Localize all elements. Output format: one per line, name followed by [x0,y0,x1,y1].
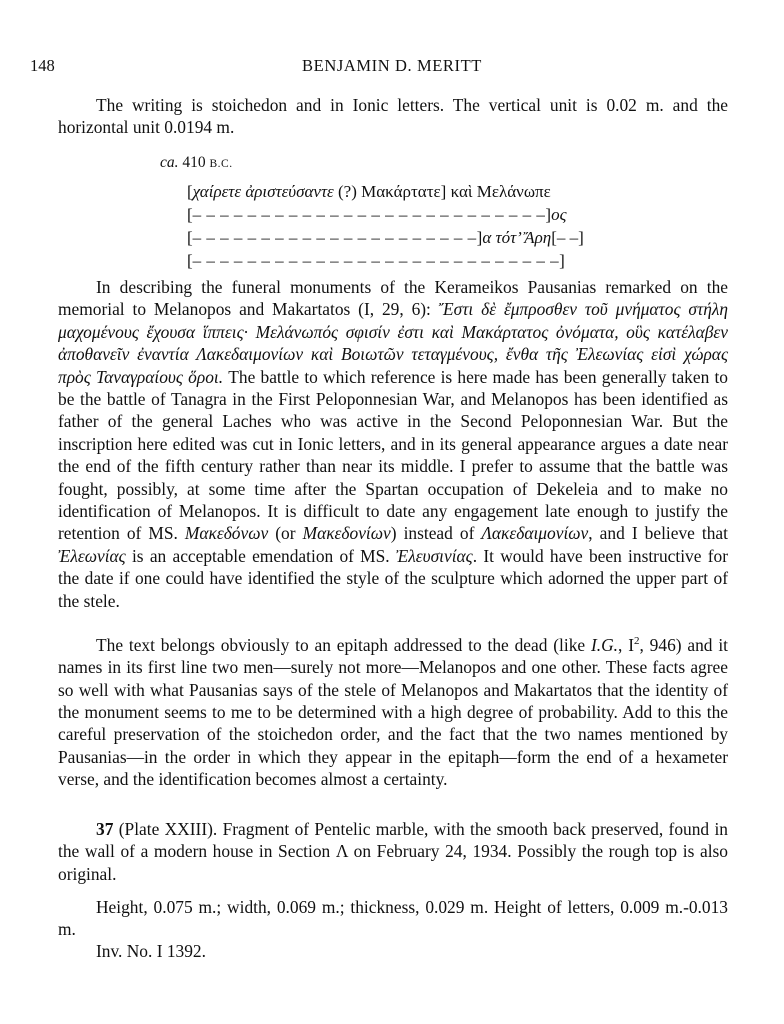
entry-inventory: Inv. No. I 1392. [96,941,206,961]
catalog-entry-37: 37 (Plate XXIII). Fragment of Pentelic marble, with the smooth back preserved, found in the wall of a modern house in Section Λ on February 24, 1934. Possibly the rough top is also original. [58,819,728,884]
inscription-date: ca. 410 B.C. [160,154,233,171]
entry-dimensions: Height, 0.075 m.; width, 0.069 m.; thickness, 0.029 m. Height of letters, 0.009 m.-0.013 m. [58,897,728,940]
header-author: BENJAMIN D. MERITT [302,56,482,75]
commentary-paragraph-2: The text belongs obviously to an epitaph addressed to the dead (like I.G., $I^2$, 946) and it names in its first line two men—surely not more—Melanopos and one other. These facts agree so well with what Pausanias says of the stele of Melanopos and Makartatos that the identity of the monument seems to me to be determined with a high degree of probability. Add to this the careful preservation of the stoichedon order, and the fact that the two names mentioned by Pausanias—in the order in which they appear in the epitaph—form the end of a hexameter verse, and the identification becomes almost a certainty. [58,634,728,790]
intro-paragraph: The writing is stoichedon and in Ionic letters. The vertical unit is 0.02 m. and the horizontal unit 0.0194 m. [58,95,728,138]
entry-number: 37 [96,819,114,839]
commentary-paragraph-1: In describing the funeral monuments of the Kerameikos Pausanias remarked on the memorial to Melanopos and Makartatos (I, 29, 6): Ἔστι δὲ ἔμπροσθεν τοῦ μνήματος στήλη μαχομένους ἔχουσα ἵππεις· Μελάνωπός σφισίν ἐστι καὶ Μακάρτατος ὀνόματα, οὓς κατέλαβεν ἀποθανεῖν ἐναντία Λακεδαιμονίων καὶ Βοιωτῶν τεταγμένους, ἔνθα τῆς Ἐλεωνίας εἰσὶ χώρας πρὸς Ταναγραίους ὅροι. The battle to which reference is here made has been generally taken to be the battle of Tanagra in the First Peloponnesian War, and Melanopos has been identified as father of the general Laches who was active in the Second Peloponnesian War. But the inscription here edited was cut in Ionic letters, and in its general appearance argues a date near the end of the fifth century rather than near its middle. I prefer to assume that the battle was fought, possibly, at some time after the Spartan occupation of Dekeleia and to make no identification of Melanopos. It is difficult to date any engagement late enough to justify the retention of MS. Μακεδόνων (or Μακεδονίων) instead of Λακεδαιμονίων, and I believe that Ἐλεωνίας is an acceptable emendation of MS. Ἐλευσινίας. It would have been instructive for the date if one could have identified the style of the sculpture which adorned the upper part of the stele. [58,277,728,611]
inscription-line-2: [– – – – – – – – – – – – – – – – – – – – – – – – – –]ος [187,205,567,224]
running-head [30,56,754,80]
inscription-line-1: [χαίρετε ἀριστεύσαντε (?) Μακάρτατε] καὶ Μελάνωπε [187,182,551,201]
inscription-line-4: [– – – – – – – – – – – – – – – – – – – – – – – – – – –] [187,251,565,270]
inscription-line-3: [– – – – – – – – – – – – – – – – – – – – –]α τότ’ Ἄρη[– –] [187,228,584,247]
page-number: 148 [30,56,55,75]
inscription-text [187,180,607,272]
